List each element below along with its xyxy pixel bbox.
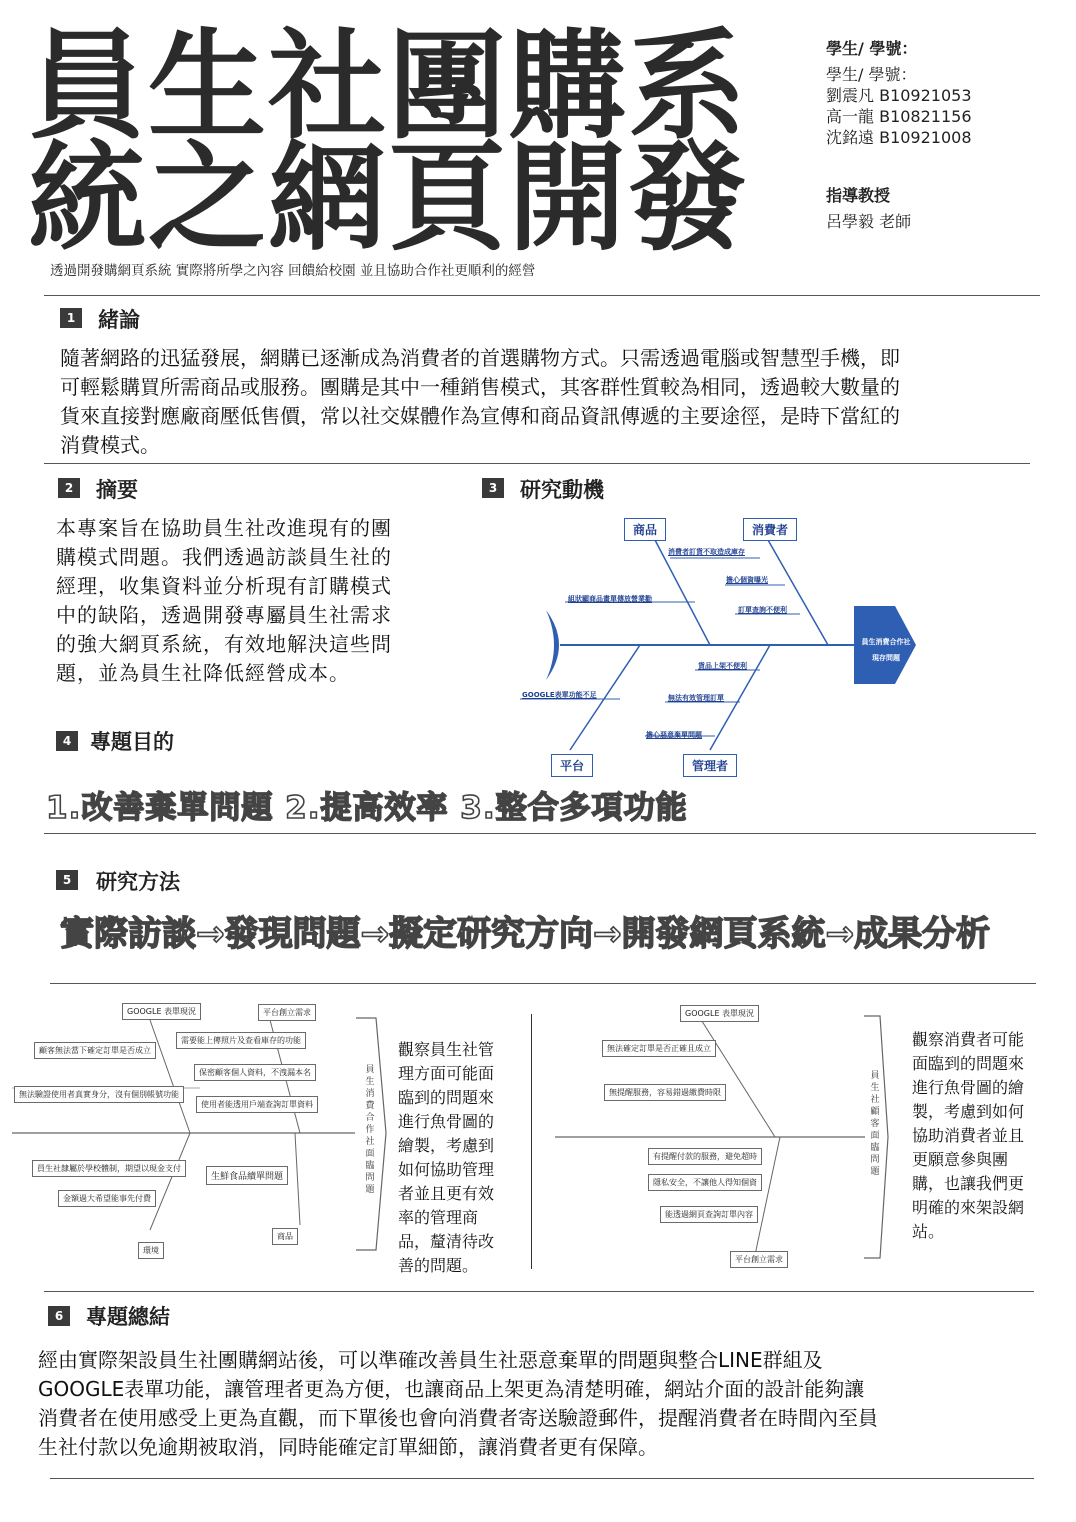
head-char: 合 <box>365 1113 375 1123</box>
divider <box>44 295 1040 296</box>
poster-title-line1: 員生社團購系 <box>28 17 749 155</box>
cause-label: 擔心個資曝光 <box>726 576 768 584</box>
text-line: 臨到的問題來 <box>398 1088 495 1107</box>
platform-need-box: 平台創立需求 <box>258 1004 316 1021</box>
objectives-text: 1.改善棄單問題 2.提高效率 3.整合多項功能 <box>46 790 688 826</box>
students-label: 學生/ 學號： <box>826 65 917 84</box>
cause-box: 保密顧客個人資料，不洩漏本名 <box>194 1064 316 1081</box>
head-char: 作 <box>365 1125 375 1135</box>
cause-box: 使用者能透用戶端查詢訂單資料 <box>196 1096 318 1113</box>
section-title-abstract: 摘要 <box>96 478 138 502</box>
student-3: 沈銘遠 B10921008 <box>826 128 972 147</box>
cause-label: 擔心惡意棄單問題 <box>646 731 702 739</box>
section-title-objectives: 專題目的 <box>90 730 174 754</box>
cause-label: 無法有效管理訂單 <box>668 694 724 702</box>
text-line: 觀察消費者可能 <box>912 1030 1025 1049</box>
head-char: 消 <box>365 1089 375 1099</box>
head-char: 臨 <box>870 1143 880 1153</box>
divider <box>44 1291 1034 1292</box>
section-title-conclusion: 專題總結 <box>86 1305 170 1329</box>
head-char: 社 <box>365 1137 375 1147</box>
advisor-name: 呂學毅 老師 <box>826 212 912 231</box>
student-2: 高一龍 B10821156 <box>826 107 972 126</box>
text-line: 的強大網頁系統，有效地解決這些問 <box>56 632 392 656</box>
google-form-status-box: GOOGLE 表單現況 <box>680 1005 759 1022</box>
text-line: 中的缺陷，透過開發專屬員生社需求 <box>56 603 392 627</box>
section-number: 3 <box>482 478 504 498</box>
text-line: 面臨到的問題來 <box>912 1054 1025 1073</box>
text-line: 隨著網路的迅猛發展，網購已逐漸成為消費者的首選購物方式。只需透過電腦或智慧型手機，即 <box>60 346 900 370</box>
section-title-methods: 研究方法 <box>96 870 180 894</box>
abstract-paragraph <box>56 514 476 688</box>
fishbone-head-text <box>364 1064 376 1196</box>
cause-label: 組狀顯商品畫單傳放營業勸 <box>568 595 652 603</box>
text-line: 更願意參與團 <box>912 1150 1009 1169</box>
consumer-fishbone-caption <box>912 1028 1062 1244</box>
head-char: 面 <box>365 1149 375 1159</box>
text-line: 率的管理商 <box>398 1208 479 1227</box>
head-char: 費 <box>365 1101 375 1111</box>
cause-box: 隱私安全，不讓他人得知個資 <box>648 1174 762 1191</box>
cause-label: 消費者訂貨不取造成庫存 <box>668 548 745 556</box>
advisor-heading: 指導教授 <box>826 186 891 205</box>
text-line: 協助消費者並且 <box>912 1126 1025 1145</box>
text-line: 生社付款以免逾期被取消，同時能確定訂單細節，讓消費者更有保障。 <box>38 1435 658 1459</box>
head-char: 員 <box>365 1065 375 1075</box>
section-number: 4 <box>56 731 78 751</box>
head-char: 生 <box>870 1083 880 1093</box>
text-line: 消費模式。 <box>60 433 160 457</box>
section-number: 5 <box>56 870 78 890</box>
category-platform: 平台 <box>551 754 593 777</box>
student-1: 劉震凡 B10921053 <box>826 86 972 105</box>
head-char: 員 <box>870 1071 880 1081</box>
text-line: 站。 <box>912 1222 945 1241</box>
text-line: 進行魚骨圖的繪 <box>912 1078 1025 1097</box>
cause-box: 員生社隸屬於學校體制，期望以現金支付 <box>32 1160 186 1177</box>
consumer-fishbone-diagram <box>550 1000 890 1270</box>
head-char: 問 <box>870 1155 880 1165</box>
text-line: 本專案旨在協助員生社改進現有的團 <box>56 516 392 540</box>
text-line: 品，釐清待改 <box>398 1232 495 1251</box>
conclusion-paragraph <box>38 1346 1048 1462</box>
fresh-food-box: 生鮮食品續單問題 <box>206 1166 288 1185</box>
head-char: 客 <box>870 1119 880 1129</box>
text-line: 觀察員生社管 <box>398 1040 495 1059</box>
head-char: 臨 <box>365 1161 375 1171</box>
platform-need-box: 平台創立需求 <box>730 1251 788 1268</box>
poster-title-line2: 統之網頁開發 <box>28 129 749 267</box>
head-char: 生 <box>365 1077 375 1087</box>
section-number: 1 <box>60 308 82 328</box>
google-form-status-box: GOOGLE 表單現況 <box>122 1003 201 1020</box>
cause-box: 顧客無法當下確定訂單是否成立 <box>34 1042 156 1059</box>
text-line: 明確的來架設網 <box>912 1198 1025 1217</box>
text-line: GOOGLE表單功能，讓管理者更為方便，也讓商品上架更為清楚明確，網站介面的設計能夠讓 <box>38 1377 865 1401</box>
category-consumer: 消費者 <box>743 518 797 541</box>
text-line: 者並且更有效 <box>398 1184 495 1203</box>
product-box: 商品 <box>272 1228 298 1245</box>
environment-box: 環境 <box>138 1242 164 1259</box>
fishbone-head-label <box>856 634 916 666</box>
text-line: 製，考慮到如何 <box>912 1102 1025 1121</box>
head-char: 社 <box>870 1095 880 1105</box>
text-line: 購模式問題。我們透過訪談員生社的 <box>56 545 392 569</box>
head-line: 現存問題 <box>872 654 900 662</box>
text-line: 經理，收集資料並分析現有訂購模式 <box>56 574 392 598</box>
section-number: 6 <box>48 1306 70 1326</box>
manager-fishbone-caption <box>398 1038 523 1278</box>
cause-box: 無法確定訂單是否正確且成立 <box>602 1040 716 1057</box>
divider <box>44 463 1030 464</box>
head-char: 顧 <box>870 1107 880 1117</box>
head-char: 題 <box>365 1185 375 1195</box>
text-line: 如何協助管理 <box>398 1160 495 1179</box>
cause-box: 金額過大希望能事先付費 <box>58 1190 156 1207</box>
text-line: 善的問題。 <box>398 1256 479 1275</box>
cause-box: 無法驗證使用者真實身分，沒有個別帳號功能 <box>14 1086 184 1103</box>
students-heading: 學生/ 學號： <box>826 39 918 58</box>
category-manager: 管理者 <box>683 754 737 777</box>
head-char: 問 <box>365 1173 375 1183</box>
methods-flow: 實際訪談→發現問題→擬定研究方向→開發網頁系統→成果分析 <box>60 914 990 954</box>
cause-box: 無提醒服務，容易錯過繳費時限 <box>604 1084 726 1101</box>
head-line: 員生消費合作社 <box>861 638 911 646</box>
category-product: 商品 <box>624 518 666 541</box>
text-line: 繪製，考慮到 <box>398 1136 495 1155</box>
cause-box: 能透過網頁查詢訂單內容 <box>660 1206 758 1223</box>
text-line: 消費者在使用感受上更為直觀，而下單後也會向消費者寄送驗證郵件，提醒消費者在時間內至員 <box>38 1406 878 1430</box>
text-line: 進行魚骨圖的 <box>398 1112 495 1131</box>
cause-label: 貨品上架不便利 <box>698 662 747 670</box>
head-char: 題 <box>870 1167 880 1177</box>
text-line: 可輕鬆購買所需商品或服務。團購是其中一種銷售模式，其客群性質較為相同，透過較大數量的 <box>60 375 900 399</box>
cause-label: 訂單查詢不便利 <box>738 606 787 614</box>
section-number: 2 <box>58 478 80 498</box>
head-char: 面 <box>870 1131 880 1141</box>
divider <box>44 833 1036 834</box>
text-line: 題，並為員生社降低經營成本。 <box>56 661 350 685</box>
divider <box>50 1478 1034 1479</box>
cause-box: 需要能上傳照片及查看庫存的功能 <box>176 1032 306 1049</box>
tagline: 透過開發購網頁系統 實際將所學之內容 回饋給校園 並且協助合作社更順利的經營 <box>50 263 536 279</box>
column-divider <box>531 1014 532 1269</box>
section-title-motivation: 研究動機 <box>520 478 604 502</box>
section-title-intro: 緒論 <box>98 308 140 332</box>
text-line: 理方面可能面 <box>398 1064 495 1083</box>
cause-label: GOOGLE表單功能不足 <box>522 691 597 699</box>
text-line: 貨來直接對應廠商壓低售價，常以社交媒體作為宣傳和商品資訊傳遞的主要途徑，是時下當紅的 <box>60 404 900 428</box>
fishbone-head-text <box>869 1070 881 1178</box>
text-line: 購，也讓我們更 <box>912 1174 1025 1193</box>
text-line: 經由實際架設員生社團購網站後，可以準確改善員生社惡意棄單的問題與整合LINE群組及 <box>38 1348 823 1372</box>
intro-paragraph <box>60 344 1050 460</box>
divider <box>50 983 1036 984</box>
cause-box: 有提醒付款的服務，避免超時 <box>648 1148 762 1165</box>
